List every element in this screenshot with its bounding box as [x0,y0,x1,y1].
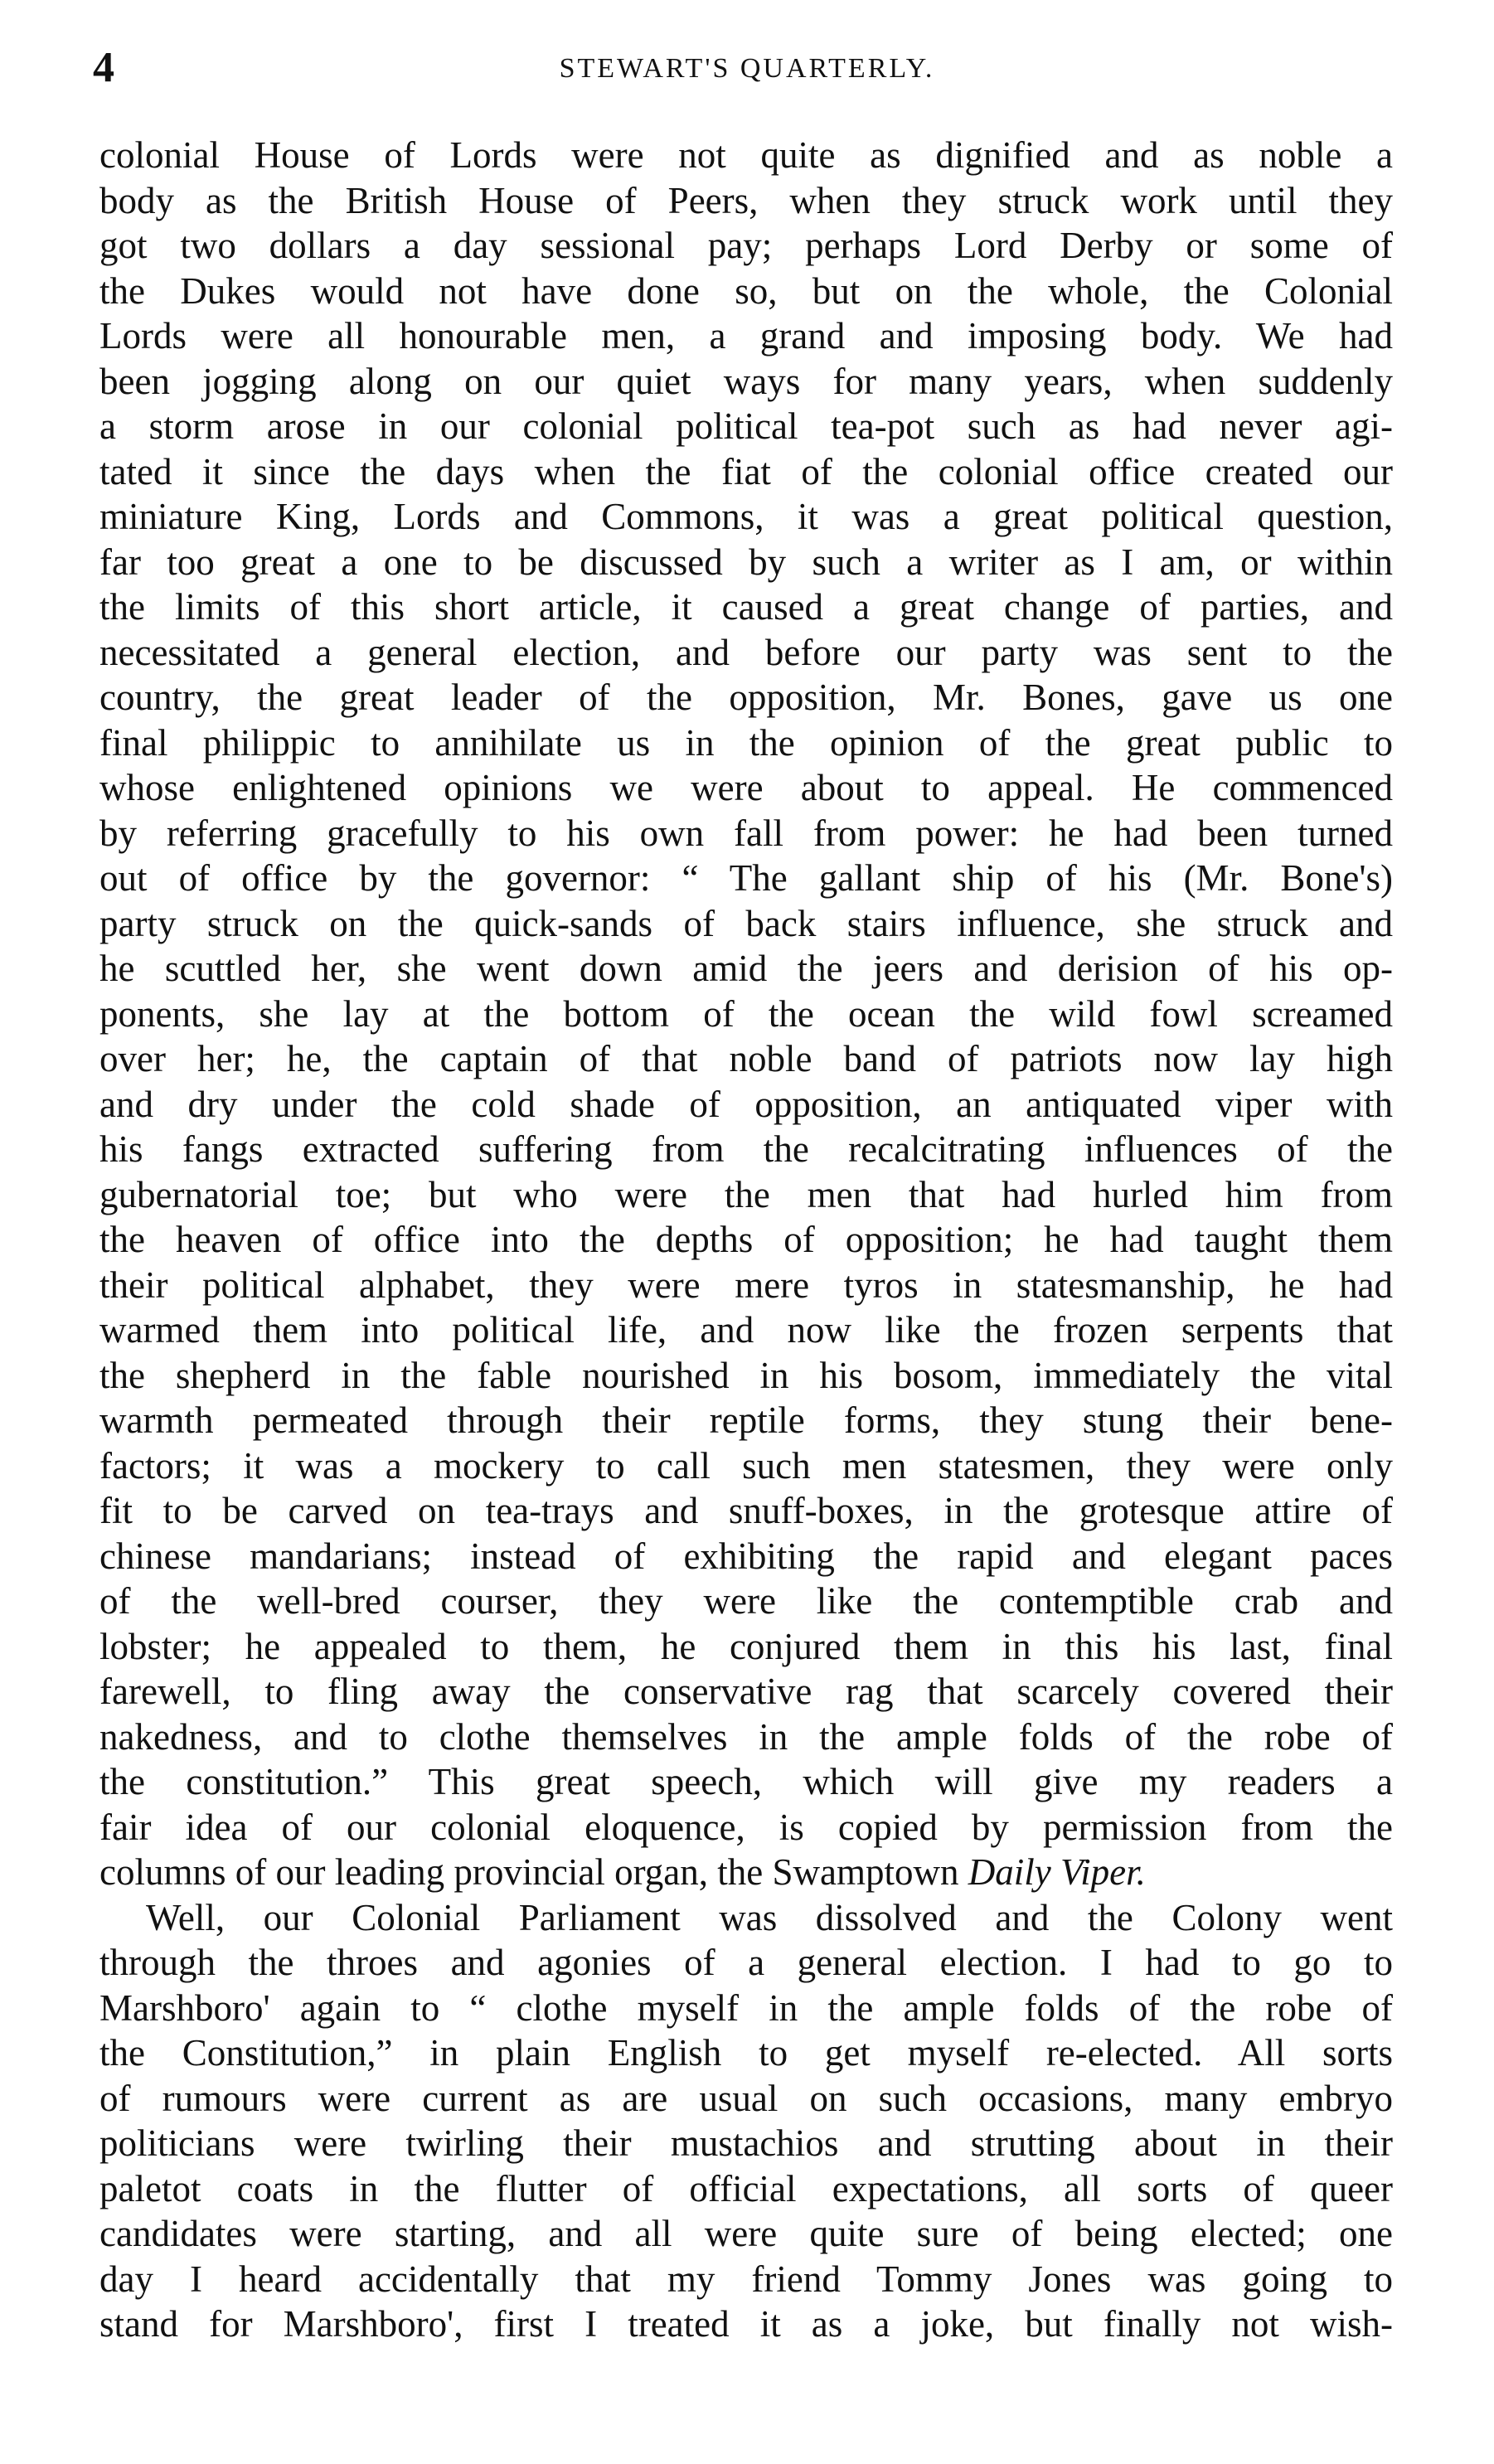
paragraph-2 [99,1895,1393,2347]
text-line: day I heard accidentally that my friend Tommy Jones was going to [99,2258,1393,2300]
text-line: the Dukes would not have done so, but on the whole, the Colonial [99,269,1393,312]
text-line: Well, our Colonial Parliament was dissolved and the Colony went [146,1896,1393,1938]
text-line: been jogging along on our quiet ways for many years, when suddenly [99,360,1393,402]
text-line: paletot coats in the flutter of official expectations, all sorts of queer [99,2167,1393,2209]
text-line: his fangs extracted suffering from the recalcitrating influences of the [99,1128,1393,1170]
text-line: of rumours were current as are usual on such occasions, many embryo [99,2077,1393,2119]
text-line: got two dollars a day sessional pay; perhaps Lord Derby or some of [99,225,1393,266]
text-line: the heaven of office into the depths of opposition; he had taught them [99,1219,1393,1260]
text-line: the Constitution,” in plain English to get myself re-elected. All sorts [99,2032,1393,2074]
running-title: STEWART'S QUARTERLY. [559,53,935,84]
text-line: nakedness, and to clothe themselves in the ample folds of the robe of [99,1715,1393,1758]
text-line: warmed them into political life, and now like the frozen serpents that [99,1309,1393,1351]
text-line: of the well-bred courser, they were like the contemptible crab and [99,1580,1393,1622]
text-line: Lords were all honourable men, a grand and imposing body. We had [99,315,1393,357]
text-line: party struck on the quick-sands of back stairs influence, she struck and [99,902,1393,944]
text-line: the limits of this short article, it caused a great change of parties, and [99,586,1393,628]
text-line: out of office by the governor: “ The gallant ship of his (Mr. Bone's) [99,857,1393,899]
text-line: ponents, she lay at the bottom of the ocean the wild fowl screamed [99,992,1393,1035]
text-line: far too great a one to be discussed by such a writer as I am, or within [99,541,1393,583]
text-line: miniature King, Lords and Commons, it was a great political question, [99,496,1393,537]
text-line: farewell, to fling away the conservative rag that scarcely covered their [99,1671,1393,1712]
text-line: a storm arose in our colonial political tea-pot such as had never agi- [99,405,1393,447]
organ-line-prefix: columns of our leading provincial organ, the Swamptown [99,1851,968,1893]
text-line: necessitated a general election, and before our party was sent to the [99,631,1393,673]
text-line: fit to be carved on tea-trays and snuff-boxes, in the grotesque attire of [99,1490,1393,1531]
text-line: colonial House of Lords were not quite as dignified and as noble a [99,134,1393,176]
text-line: candidates were starting, and all were quite sure of being elected; one [99,2213,1393,2254]
text-line: lobster; he appealed to them, he conjured them in this his last, final [99,1625,1393,1667]
article-body [99,133,1393,2347]
text-line: chinese mandarians; instead of exhibiting the rapid and elegant paces [99,1535,1393,1577]
text-line: the shepherd in the fable nourished in his bosom, immediately the vital [99,1354,1393,1396]
text-line: fair idea of our colonial eloquence, is copied by permission from the [99,1806,1393,1848]
text-line: by referring gracefully to his own fall from power: he had been turned [99,812,1393,854]
text-line: the constitution.” This great speech, which will give my readers a [99,1761,1393,1802]
text-line [99,1850,1393,1895]
text-line: warmth permeated through their reptile forms, they stung their bene- [99,1399,1393,1441]
text-line: body as the British House of Peers, when they struck work until they [99,179,1393,221]
text-line: country, the great leader of the opposition, Mr. Bones, gave us one [99,677,1393,718]
text-line: and dry under the cold shade of opposition, an antiquated viper with [99,1083,1393,1125]
text-line: stand for Marshboro', first I treated it as a joke, but finally not wish- [99,2303,1393,2345]
text-line: through the throes and agonies of a general election. I had to go to [99,1942,1393,1983]
page-number: 4 [93,44,114,91]
text-line: gubernatorial toe; but who were the men that had hurled him from [99,1173,1393,1215]
text-line: tated it since the days when the fiat of the colonial office created our [99,450,1393,492]
text-line: final philippic to annihilate us in the opinion of the great public to [99,721,1393,764]
text-line: whose enlightened opinions we were about to appeal. He commenced [99,767,1393,808]
text-line: he scuttled her, she went down amid the jeers and derision of his op- [99,948,1393,989]
text-line: factors; it was a mockery to call such men statesmen, they were only [99,1444,1393,1487]
text-line: politicians were twirling their mustachios and strutting about in their [99,2122,1393,2164]
text-line: their political alphabet, they were mere tyros in statesmanship, he had [99,1264,1393,1306]
newspaper-name: Daily Viper. [968,1851,1146,1893]
paragraph-1 [99,133,1393,1850]
text-line: Marshboro' again to “ clothe myself in the ample folds of the robe of [99,1986,1393,2029]
text-line: over her; he, the captain of that noble band of patriots now lay high [99,1038,1393,1079]
